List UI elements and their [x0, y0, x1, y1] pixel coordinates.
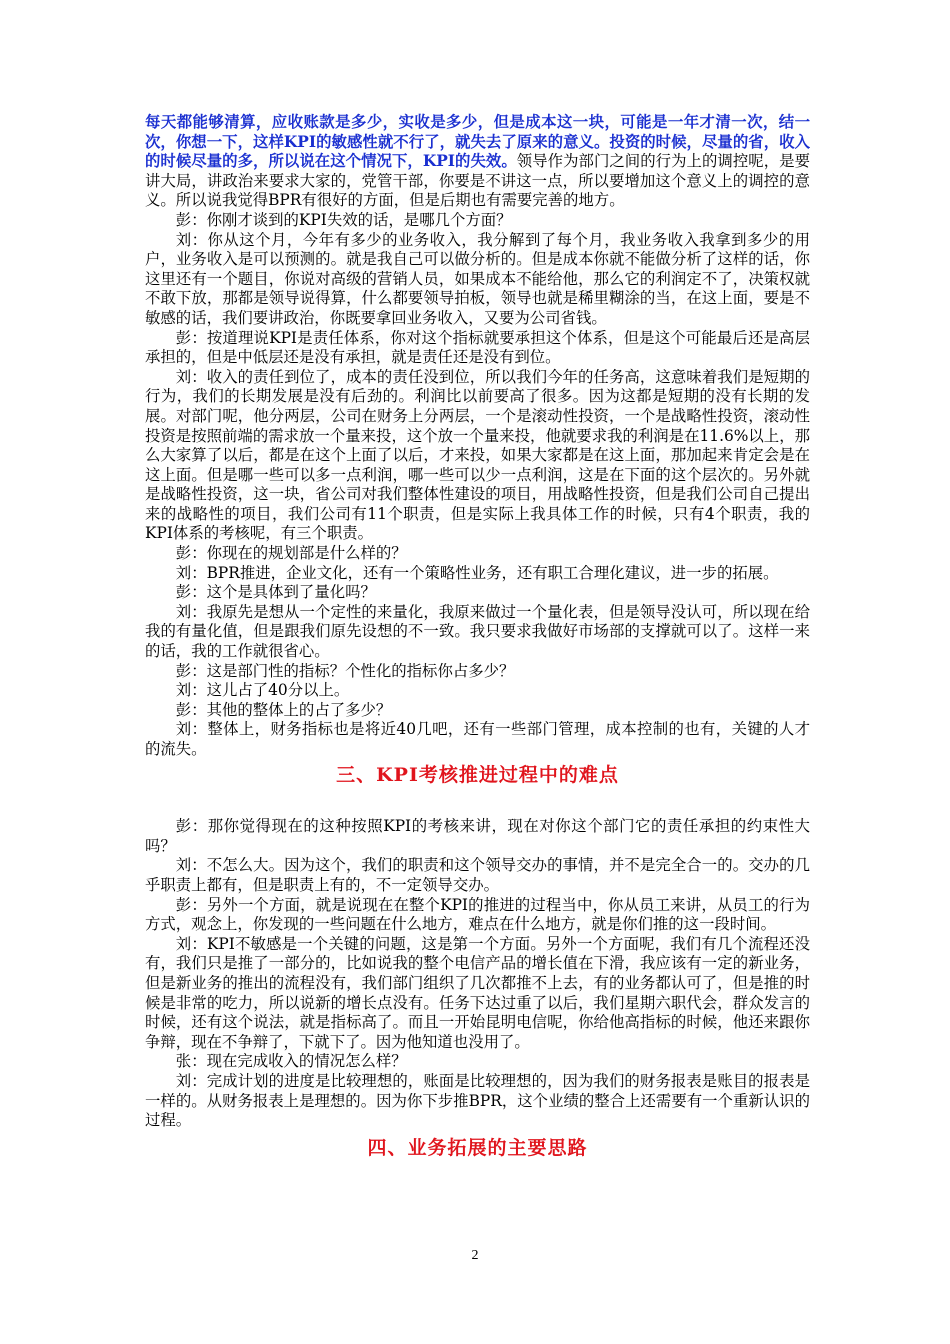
dialog-line: 刘：收入的责任到位了，成本的责任没到位，所以我们今年的任务高，这意味着我们是短期的行为，我们的长期发展是没有后劲的。利润比以前要高了很多。因为这都是短期的没有长期的发展。对部门呢，他分两层，公司在财务上分两层，一个是滚动性投资，一个是战略性投资，滚动性投资是按照前端的需求放一个量来投，这个放一个量来投，他就要求我的利润是在11.6%以上，那么大家算了以后，都是在这个上面了以后，才来投，如果大家都是在这上面，那加起来肯定会是在这上面。但是哪一些可以多一点利润，哪一些可以少一点利润，这是在下面的这个层次的。另外就是战略性投资，这一块，省公司对我们整体性建设的项目，用战略性投资，但是我们公司自己提出来的战略性的项目，我们公司有11个职责，但是实际上我具体工作的时候，只有4个职责，我的KPI体系的考核呢，有三个职责。 [145, 367, 810, 543]
dialog-line: 彭：按道理说KPI是责任体系，你对这个指标就要承担这个体系，但是这个可能最后还是高层承担的，但是中低层还是没有承担，就是责任还是没有到位。 [145, 328, 810, 367]
dialog-line: 彭：那你觉得现在的这种按照KPI的考核来讲，现在对你这个部门它的责任承担的约束性大吗？ [145, 817, 810, 855]
document-body [145, 113, 810, 1168]
dialog-line: 刘：我原先是想从一个定性的来量化，我原来做过一个量化表，但是领导没认可，所以现在给我的有量化值，但是跟我们原先设想的不一致。我只要求我做好市场部的支撑就可以了。这样一来的话，我的工作就很省心。 [145, 602, 810, 661]
dialog-line: 刘：整体上，财务指标也是将近40几吧，还有一些部门管理，成本控制的也有，关键的人才的流失。 [145, 720, 810, 758]
dialog-line: 刘：你从这个月，今年有多少的业务收入，我分解到了每个月，我业务收入我拿到多少的用户，业务收入是可以预测的。就是我自己可以做分析的。但是成本你就不能做分析了这样的话，你这里还有一个题目，你说对高级的营销人员，如果成本不能给他，那么它的利润定不了，决策权就不敢下放，那都是领导说得算，什么都要领导拍板，领导也就是稀里糊涂的当，在这上面，要是不敏感的话，我们要讲政治，你既要拿回业务收入，又要为公司省钱。 [145, 230, 810, 327]
dialog-line: 张：现在完成收入的情况怎么样？ [175, 1052, 407, 1071]
intro-paragraph [145, 113, 810, 211]
dialog-line: 彭：你刚才谈到的KPI失效的话，是哪几个方面？ [175, 210, 512, 229]
dialog-line: 彭：其他的整体上的占了多少？ [175, 700, 392, 719]
dialog-line: 刘：KPI不敏感是一个关键的问题，这是第一个方面。另外一个方面呢，我们有几个流程还没有，我们只是推了一部分的，比如说我的整个电信产品的增长值在下滑，我应该有一定的新业务，但是新业务的推出的流程没有，我们部门组织了几次都推不上去，有的业务都认可了，但是推的时候是非常的吃力，所以说新的增长点没有。任务下达过重了以后，我们星期六职代会，群众发言的时候，还有这个说法，就是指标高了。而且一开始昆明电信呢，你给他高指标的时候，他还来跟你争辩，现在不争辩了，下就下了。因为他知道也没用了。 [145, 934, 810, 1051]
dialog-line: 彭：这是部门性的指标？个性化的指标你占多少？ [175, 661, 515, 680]
dialog-line: 刘：BPR推进，企业文化，还有一个策略性业务，还有职工合理化建议，进一步的拓展。 [175, 563, 779, 582]
dialog-line: 彭：你现在的规划部是什么样的？ [175, 544, 407, 563]
dialog-line: 刘：完成计划的进度是比较理想的，账面是比较理想的，因为我们的财务报表是账目的报表是一样的。从财务报表上是理想的。因为你下步推BPR，这个业绩的整合上还需要有一个重新认识的过程。 [145, 1071, 810, 1130]
dialog-line: 刘：不怎么大。因为这个，我们的职责和这个领导交办的事情，并不是完全合一的。交办的几乎职责上都有，但是职责上有的，不一定领导交办。 [145, 856, 810, 894]
page-number: 2 [471, 1248, 479, 1263]
intro-text: 领导作为部门之间的行为上的调控呢，是要讲大局，讲政治来要求大家的，党管干部，你要是不讲这一点，所以要增加这个意义上的调控的意义。所以说我觉得BPR有很好的方面，但是后期也有需要完善的地方。 [145, 152, 810, 210]
section-heading-4: 四、业务拓展的主要思路 [367, 1136, 588, 1159]
section-heading-3: 三、KPI考核推进过程中的难点 [336, 763, 619, 786]
dialog-line: 彭：这个是具体到了量化吗？ [175, 583, 376, 602]
emphasis-text: 每天都能够清算，应收账款是多少，实收是多少，但是成本这一块，可能是一年才清一次，结一次，你想一下，这样KPI的敏感性就不行了，就失去了原来的意义。投资的时候，尽量的省，收入的时候尽量的多，所以说在这个情况下，KPI的失效。 [145, 113, 810, 171]
dialog-line: 刘：这儿占了40分以上。 [175, 681, 350, 700]
dialog-line: 彭：另外一个方面，就是说现在在整个KPI的推进的过程当中，你从员工来讲，从员工的行为方式，观念上，你发现的一些问题在什么地方，难点在什么地方，就是你们推的这一段时间。 [145, 895, 810, 934]
